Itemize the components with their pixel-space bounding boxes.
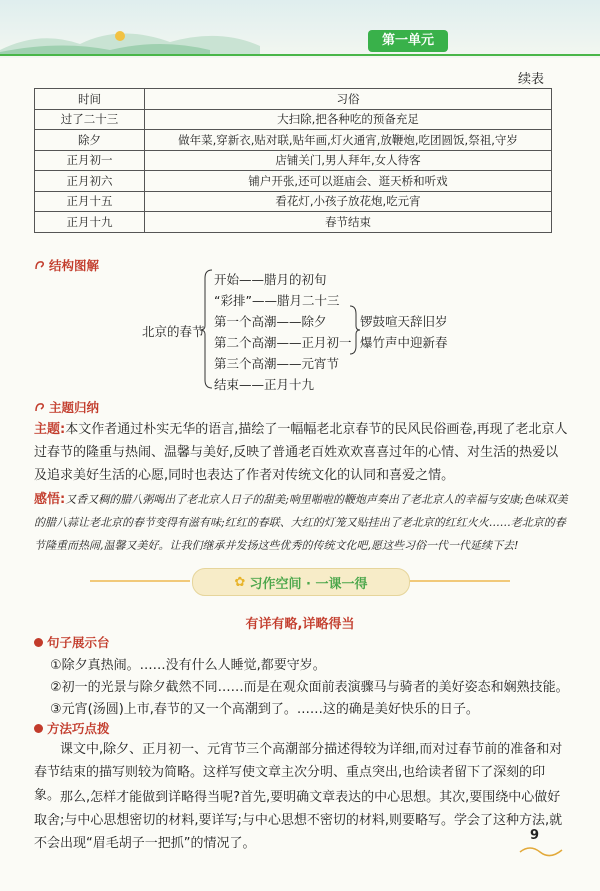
table-caption: 续表 [518, 72, 545, 87]
structure-tag-label: 结构图解 [49, 258, 100, 273]
table-cell: 看花灯,小孩子放花炮,吃元宵 [145, 191, 552, 212]
bullet-icon [34, 724, 43, 733]
table-row [35, 109, 552, 130]
table-row [35, 130, 552, 151]
banner-rule-left [90, 580, 190, 582]
table-row [35, 150, 552, 171]
table-cell: 正月初六 [35, 171, 145, 192]
sentences-head [34, 633, 110, 651]
mountain-decoration [0, 0, 600, 58]
diagram-tail: 锣鼓喧天辞旧岁 [360, 314, 448, 329]
table-cell: 铺户开张,还可以逛庙会、逛天桥和听戏 [145, 171, 552, 192]
table-cell: 春节结束 [145, 212, 552, 233]
unit-tab: 第一单元 [368, 30, 448, 52]
sentences-head-label: 句子展示台 [47, 635, 110, 650]
structure-diagram [0, 262, 600, 392]
theme-paragraph [34, 418, 568, 487]
theme-label: 主题: [34, 422, 66, 437]
page-number: 9 [530, 828, 540, 843]
diagram-tail: 爆竹声中迎新春 [360, 335, 448, 350]
bullet-icon [34, 638, 43, 647]
theme-tag-label: 主题归纳 [49, 400, 100, 415]
method-head [34, 719, 110, 737]
table-row [35, 171, 552, 192]
customs-table [34, 88, 552, 233]
sentence-item: ③元宵(汤圆)上市,春节的又一个高潮到了。……这的确是美好快乐的日子。 [50, 702, 479, 717]
diagram-branch: 第二个高潮——正月初一 [214, 335, 352, 350]
writing-subtitle: 有详有略,详略得当 [245, 617, 355, 632]
diagram-branch: 第一个高潮——除夕 [214, 314, 327, 329]
sentence-item: ①除夕真热闹。……没有什么人睡觉,都要守岁。 [50, 658, 326, 673]
section-banner [192, 568, 410, 596]
flower-icon: ✿ [234, 574, 246, 590]
diagram-branch: “彩排”——腊月二十三 [214, 293, 340, 308]
banner-rule-right [410, 580, 510, 582]
table-cell: 正月十九 [35, 212, 145, 233]
swirl-icon [34, 401, 46, 413]
table-header-row [35, 89, 552, 110]
header-rule [0, 54, 600, 56]
header-custom: 习俗 [145, 89, 552, 110]
table-cell: 除夕 [35, 130, 145, 151]
feeling-paragraph [34, 488, 568, 557]
ornament-icon [518, 842, 568, 860]
diagram-branch: 开始——腊月的初旬 [214, 272, 327, 287]
diagram-center: 北京的春节 [142, 324, 205, 339]
method-head-label: 方法巧点拨 [47, 721, 110, 736]
table-cell: 过了二十三 [35, 109, 145, 130]
table-cell: 正月初一 [35, 150, 145, 171]
feeling-label: 感悟: [34, 492, 66, 507]
banner-label: 习作空间 · 一课一得 [249, 576, 368, 592]
table-cell: 店铺关门,男人拜年,女人待客 [145, 150, 552, 171]
table-cell: 大扫除,把各种吃的预备充足 [145, 109, 552, 130]
method-paragraph-2: 那么,怎样才能做到详略得当呢?首先,要明确文章表达的中心思想。其次,要围绕中心做好取舍;与中心思想密切的材料,要详写;与中心思想不密切的材料,则要略写。学会了这种方法,就不会出现“眉毛胡子一把抓”的情况了。 [34, 790, 563, 851]
theme-tag [34, 398, 99, 416]
header-time: 时间 [35, 89, 145, 110]
diagram-branch: 第三个高潮——元宵节 [214, 356, 340, 371]
table-cell: 做年菜,穿新衣,贴对联,贴年画,灯火通宵,放鞭炮,吃团圆饭,祭祖,守岁 [145, 130, 552, 151]
diagram-branch: 结束——正月十九 [214, 377, 315, 392]
table-row [35, 191, 552, 212]
method-paragraph-1: 课文中,除夕、正月初一、元宵节三个高潮部分描述得较为详细,而对过春节前的准备和对春节结束的描写则较为简略。这样写使文章主次分明、重点突出,也给读者留下了深刻的印象。 [34, 742, 563, 803]
feeling-text: 又香又稠的腊八粥喝出了老北京人日子的甜美;响里啪啦的鞭炮声奏出了老北京人的幸福与安康;色味双美的腊八蒜让老北京的春节变得有滋有味;红红的春联、大红的灯笼又贴挂出了老北京的红红火火……老北京的春节隆重而热闹,温馨又美好。让我们继承并发扬这些优秀的传统文化吧,愿这些习俗一代一代延续下去! [34, 493, 568, 552]
table-row [35, 212, 552, 233]
theme-text: 本文作者通过朴实无华的语言,描绘了一幅幅老北京春节的民风民俗画卷,再现了老北京人过春节的隆重与热闹、温馨与美好,反映了普通老百姓欢欢喜喜过年的心情、对生活的热爱以及追求美好生活的心愿,同时也表达了作者对传统文化的认同和喜爱之情。 [34, 422, 568, 483]
table-cell: 正月十五 [35, 191, 145, 212]
sentence-item: ②初一的光景与除夕截然不同……而是在观众面前表演骤马与骑者的美好姿态和娴熟技能。 [50, 680, 569, 695]
